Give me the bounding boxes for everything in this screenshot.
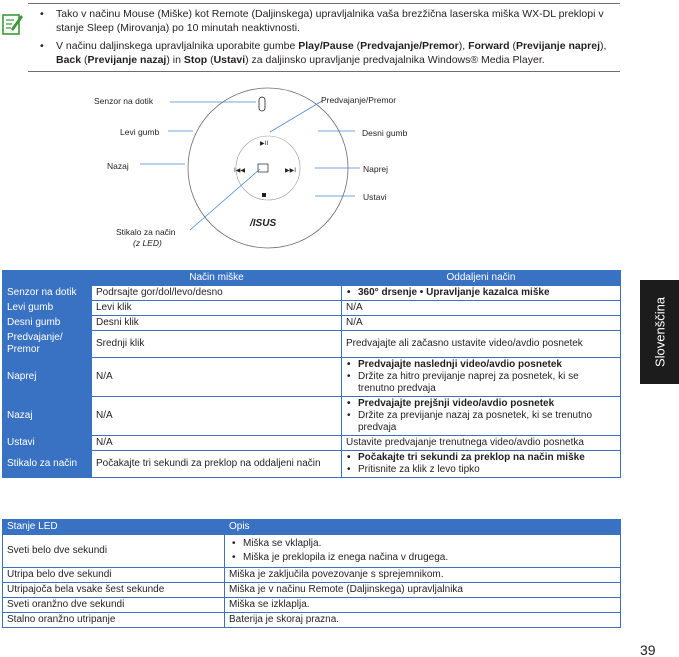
svg-text:I◀◀: I◀◀ — [234, 167, 245, 174]
mouse-mode-cell: Počakajte tri sekundi za preklop na oddaljeni način — [92, 451, 342, 478]
note-item — [38, 7, 622, 35]
table-row — [3, 358, 621, 397]
row-key: Nazaj — [3, 397, 92, 436]
row-key: Levi gumb — [3, 301, 92, 316]
led-description-list — [229, 538, 616, 564]
row-key: Stikalo za način — [3, 451, 92, 478]
label-back: Nazaj — [107, 161, 129, 171]
note-text: Previjanje naprej — [515, 40, 600, 52]
remote-mode-cell: N/A — [342, 301, 621, 316]
remote-list — [346, 287, 616, 299]
label-led: (z LED) — [133, 238, 162, 248]
remote-mode-cell: Predvajajte ali začasno ustavite video/avdio posnetek — [342, 331, 621, 358]
label-touch-sensor: Senzor na dotik — [94, 96, 154, 106]
mouse-mode-cell: N/A — [92, 397, 342, 436]
table-row — [3, 568, 621, 583]
led-state-cell: Sveti oranžno dve sekundi — [3, 598, 225, 613]
led-description-item: • Miška se vklaplja. — [229, 538, 616, 550]
note-text: V načinu daljinskega upravljalnika uporabite gumbe — [56, 40, 299, 52]
remote-mode-cell — [342, 451, 621, 478]
modes-table-header — [3, 271, 621, 286]
label-forward: Naprej — [363, 164, 389, 174]
led-description-cell — [225, 535, 621, 568]
note-text: Stop — [183, 54, 208, 66]
note-rule-bottom — [28, 71, 620, 72]
header-led-state: Stanje LED — [3, 520, 225, 535]
remote-list-item: • Držite za hitro previjanje naprej za posnetek, ki se trenutno predvaja — [346, 371, 616, 395]
svg-text:▶II: ▶II — [260, 140, 269, 147]
remote-list-item: • Počakajte tri sekundi za preklop na način miške — [346, 452, 616, 464]
led-description-cell: Baterija je skoraj prazna. — [225, 613, 621, 628]
table-row — [3, 583, 621, 598]
note-text: Ustavi — [213, 54, 246, 66]
label-right-button: Desni gumb — [362, 128, 408, 138]
mouse-mode-cell: N/A — [92, 436, 342, 451]
led-table — [2, 519, 621, 628]
note-text: Play/Pause — [298, 40, 354, 52]
label-stop: Ustavi — [363, 192, 387, 202]
page-number: 39 — [640, 642, 656, 657]
note-text: ( — [509, 40, 516, 52]
note-text: ( — [81, 54, 88, 66]
asus-logo: /ISUS — [250, 218, 277, 229]
led-description-cell: Miška je v načinu Remote (Daljinskega) upravljalnika — [225, 583, 621, 598]
led-table-header — [3, 520, 621, 535]
led-state-cell: Stalno oranžno utripanje — [3, 613, 225, 628]
table-row — [3, 613, 621, 628]
note-pencil-icon — [2, 12, 24, 36]
note-text: ( — [353, 40, 361, 52]
remote-mode-cell — [342, 397, 621, 436]
table-row — [3, 598, 621, 613]
mouse-mode-cell: N/A — [92, 358, 342, 397]
note-text: ) za daljinsko upravljanje predvajalnika Windows® Media Player. — [245, 54, 545, 66]
table-row — [3, 436, 621, 451]
label-mode-switch: Stikalo za način — [116, 227, 176, 237]
svg-text:▶▶I: ▶▶I — [285, 167, 296, 174]
row-key: Predvajanje/ Premor — [3, 331, 92, 358]
remote-mode-cell: Ustavite predvajanje trenutnega video/avdio posnetka — [342, 436, 621, 451]
row-key: Naprej — [3, 358, 92, 397]
remote-diagram — [90, 84, 430, 256]
note-text: Tako v načinu Mouse (Miške) kot Remote (Daljinskega) upravljalnika vaša brezžična laserska miška WX-DL preklopi v stanje Sleep (Mirovanja) po 10 minutah neaktivnosti. — [56, 8, 604, 34]
table-row — [3, 331, 621, 358]
led-description-cell: Miška je zaključila povezovanje s sprejemnikom. — [225, 568, 621, 583]
note-text: ( — [207, 54, 214, 66]
row-key: Ustavi — [3, 436, 92, 451]
note-text: Predvajanje/Premor — [360, 40, 459, 52]
note-text: Forward — [468, 40, 510, 52]
table-row — [3, 286, 621, 301]
modes-table — [2, 270, 621, 478]
note-text: ), — [458, 40, 469, 52]
table-row — [3, 301, 621, 316]
header-remote-mode: Oddaljeni način — [342, 271, 621, 286]
led-description-cell: Miška se izklaplja. — [225, 598, 621, 613]
led-state-cell: Sveti belo dve sekundi — [3, 535, 225, 568]
note-text: ), — [600, 40, 607, 52]
header-mouse-mode: Način miške — [92, 271, 342, 286]
remote-list-item: • Pritisnite za klik z levo tipko — [346, 464, 616, 476]
mouse-mode-cell: Levi klik — [92, 301, 342, 316]
remote-mode-cell — [342, 358, 621, 397]
mouse-mode-cell: Srednji klik — [92, 331, 342, 358]
mouse-mode-cell: Desni klik — [92, 316, 342, 331]
note-text: Previjanje nazaj — [87, 54, 167, 66]
language-tab-label: Slovenščina — [652, 296, 667, 368]
mouse-mode-cell: Podrsajte gor/dol/levo/desno — [92, 286, 342, 301]
remote-list-item: • 360° drsenje • Upravljanje kazalca miške — [346, 287, 616, 299]
remote-list-item: • Držite za previjanje nazaj za posnetek, ki se trenutno predvaja — [346, 410, 616, 434]
label-play-pause: Predvajanje/Premor — [321, 95, 397, 105]
remote-mode-cell — [342, 286, 621, 301]
led-state-cell: Utripajoča bela vsake šest sekunde — [3, 583, 225, 598]
note-list — [38, 7, 622, 71]
header-empty — [3, 271, 92, 286]
row-key: Desni gumb — [3, 316, 92, 331]
header-description: Opis — [225, 520, 621, 535]
remote-list — [346, 452, 616, 476]
remote-list-item: • Predvajajte naslednji video/avdio posnetek — [346, 359, 616, 371]
row-key: Senzor na dotik — [3, 286, 92, 301]
language-tab — [640, 280, 679, 384]
led-description-item: • Miška je preklopila iz enega načina v drugega. — [229, 552, 616, 564]
note-item — [38, 39, 622, 67]
note-text: Back — [56, 54, 82, 66]
led-state-cell: Utripa belo dve sekundi — [3, 568, 225, 583]
remote-list-item: • Predvajajte prejšnji video/avdio posnetek — [346, 398, 616, 410]
note-text: ) in — [166, 54, 184, 66]
note-rule-top — [28, 3, 620, 4]
table-row — [3, 316, 621, 331]
table-row — [3, 535, 621, 568]
table-row — [3, 397, 621, 436]
table-row — [3, 451, 621, 478]
remote-list — [346, 398, 616, 434]
remote-list — [346, 359, 616, 395]
remote-mode-cell: N/A — [342, 316, 621, 331]
label-left-button: Levi gumb — [120, 127, 160, 137]
